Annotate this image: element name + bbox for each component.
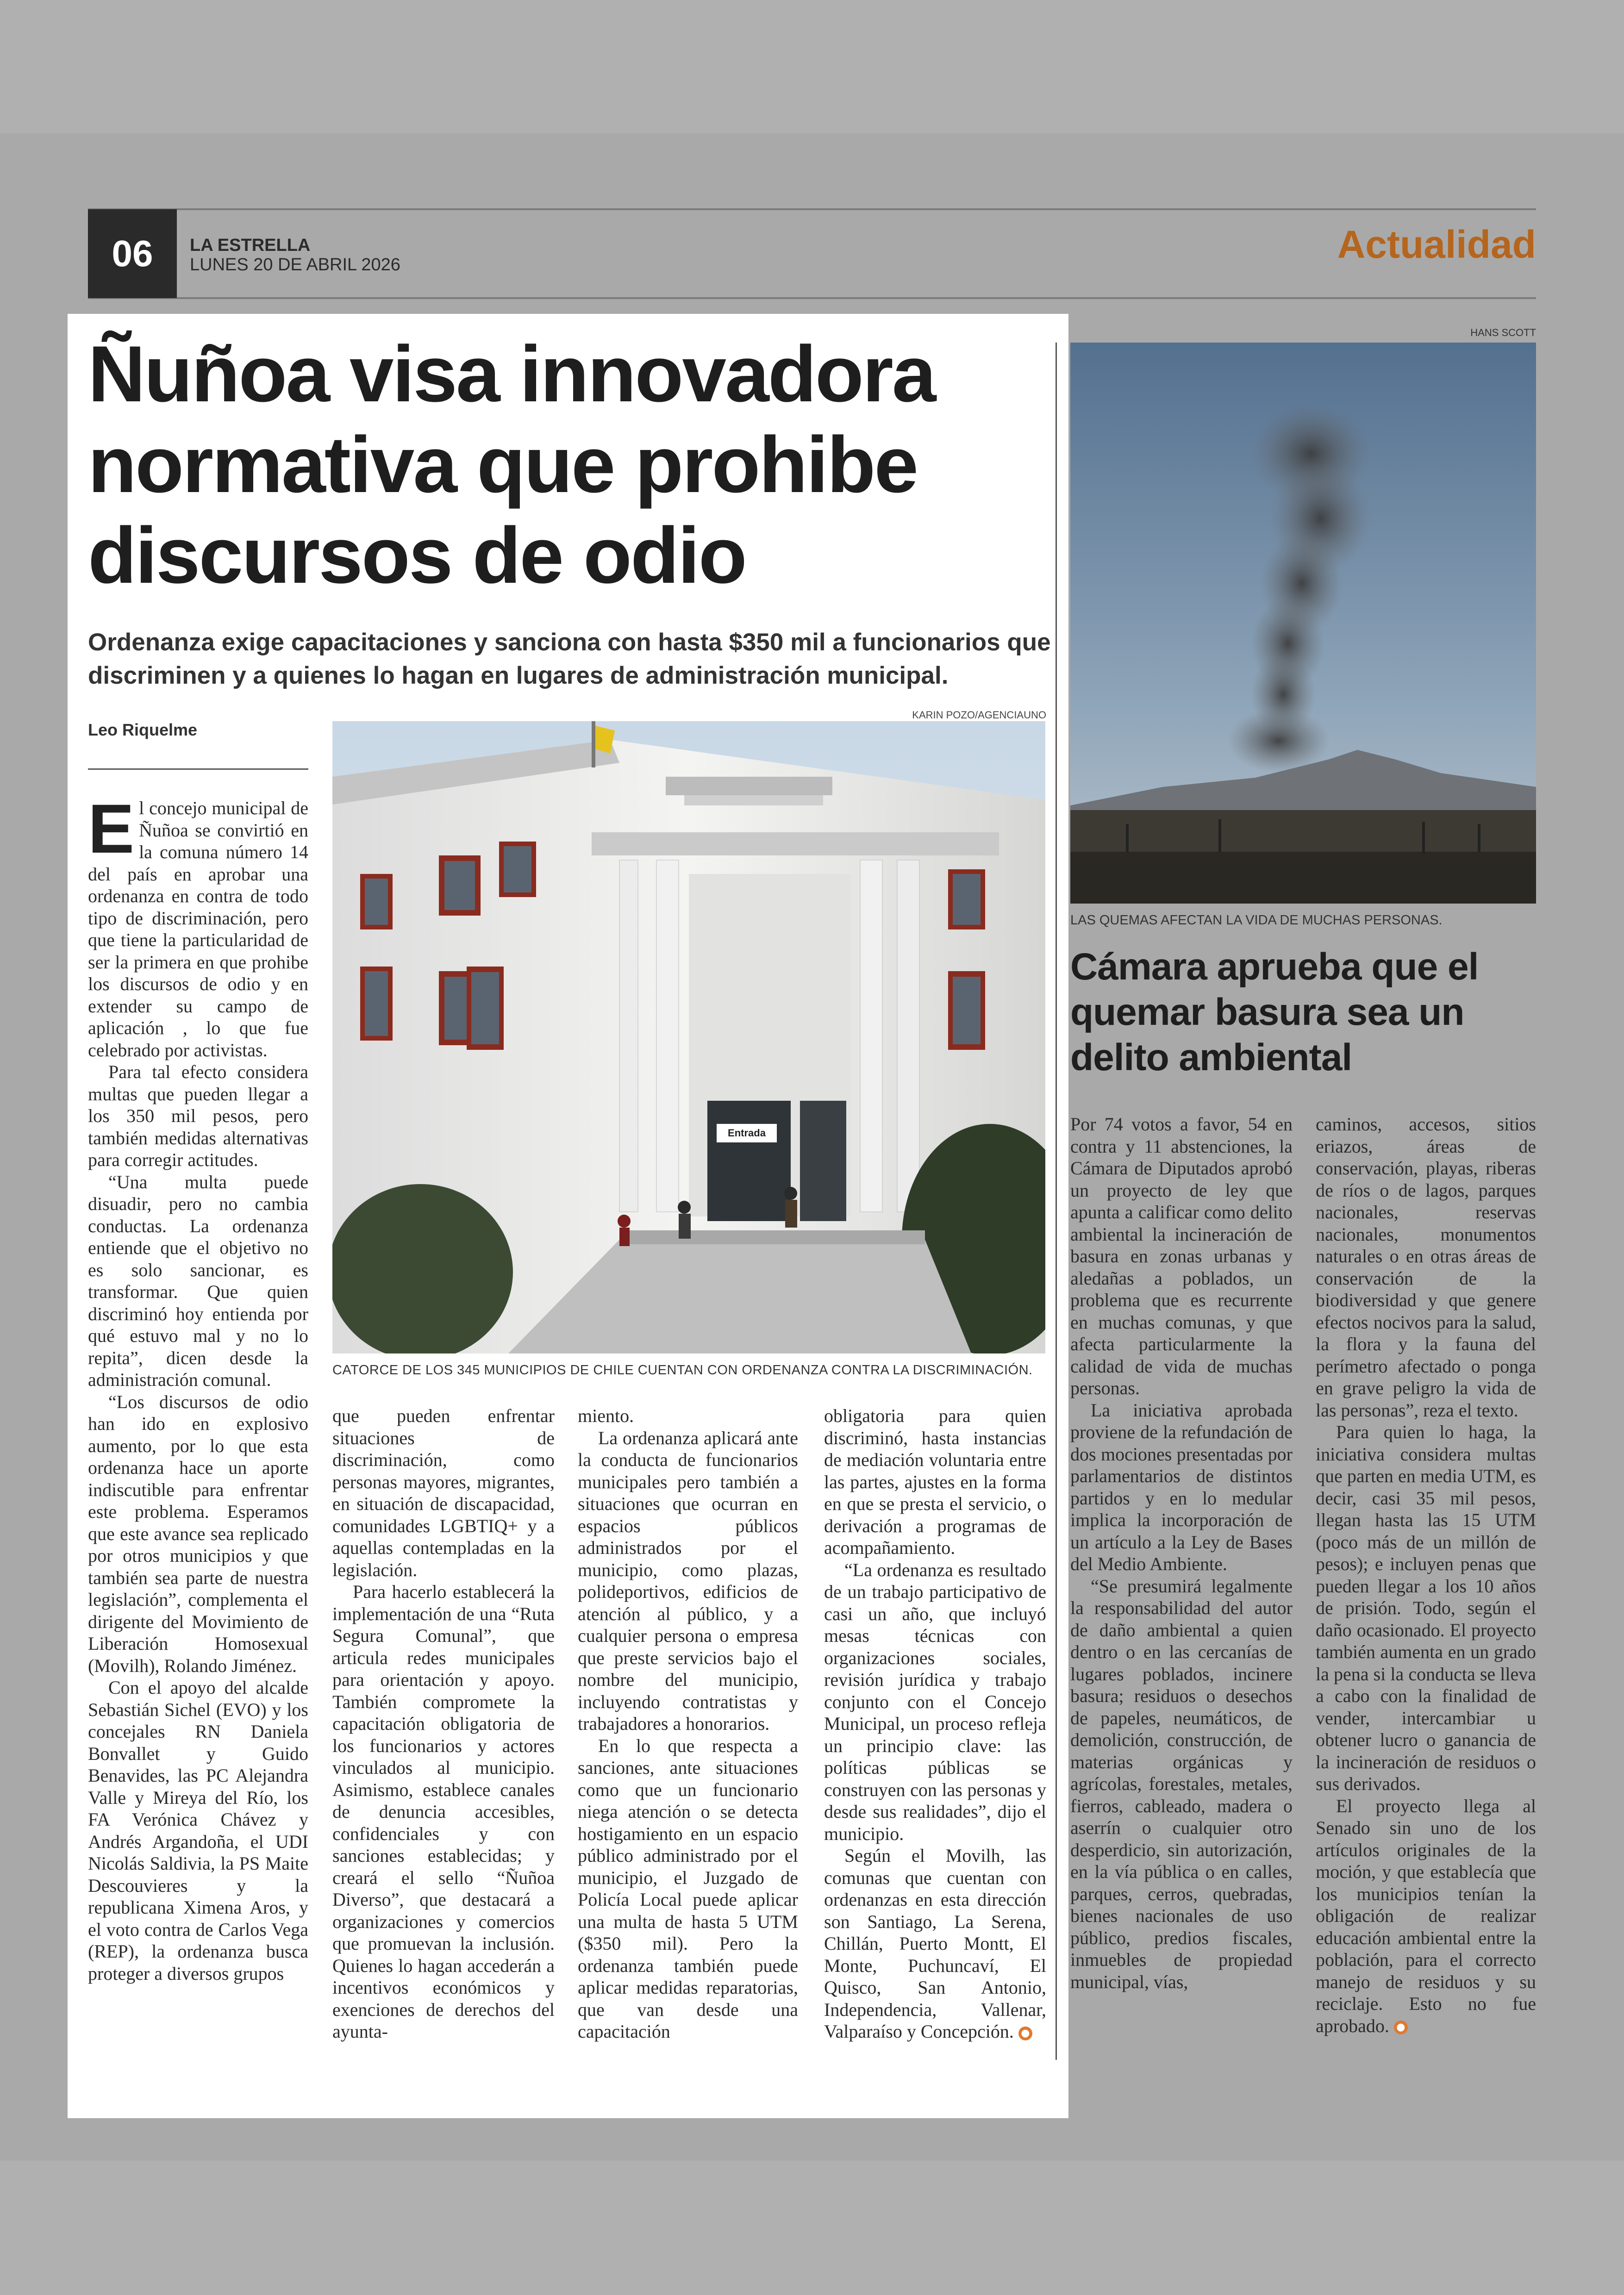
- entrance-sign: Entrada: [728, 1127, 766, 1139]
- main-col1-p3: “Una multa puede disuadir, pero no cambia conductas. La ordenanza entiende que el objetivo no es solo sancionar, es transformar. Que quien discriminó hoy entienda por qué estuvo mal y no lo repita”, dicen desde la administración comunal.: [88, 1171, 308, 1390]
- main-col4-p1: obligatoria para quien discriminó, hasta instancias de mediación voluntaria entre las partes, ajustes en la forma en que se presta el servicio, o derivación a programas de acompañamiento.: [824, 1405, 1046, 1558]
- building-illustration: [332, 721, 1045, 1353]
- main-col2-p2: Para hacerlo establecerá la implementación de una “Ruta Segura Comunal”, que articula redes municipales para orientación y apoyo. También compromete la capacitación obligatoria de los funcionarios y actores vinculados al municipio. Asimismo, establece canales de denuncia accesibles, confidenciales y con sanciones establecidas; y creará el sello “Ñuñoa Diverso”, que destacará a organizaciones y comercios que promuevan la inclusión. Quienes lo hagan accederán a incentivos económicos y exenciones de derechos del ayunta-: [332, 1581, 555, 2042]
- side-headline: Cámara aprueba que el quemar basura sea un delito ambiental: [1070, 946, 1479, 1079]
- side-col2-p2: Para quien lo haga, la iniciativa considera multas que parten en media UTM, es decir, casi 35 mil pesos, llegan hasta las 15 UTM (poco más de un millón de pesos); e incluyen penas que pueden llegar a los 10 años de prisión. Todo, según el daño ocasionado. El proyecto también aumenta en un grado la pena si la conducta se lleva a cabo con la finalidad de vender, intercambiar u obtener lucro o ganancia de la incineración de residuos o sus derivados.: [1316, 1422, 1536, 1794]
- page-number: 06: [88, 209, 177, 298]
- byline-rule: [88, 768, 308, 770]
- main-col3-p1: miento.: [578, 1405, 634, 1426]
- main-col3-p2: La ordenanza aplicará ante la conducta de funcionarios municipales pero también a situaciones que ocurran en espacios públicos administrados por el municipio, como plazas, polideportivos, edificios de atención al público, y a cualquier persona o empresa que preste servicios bajo el nombre del municipio, incluyendo contratistas y trabajadores a honorarios.: [578, 1427, 798, 1734]
- burning-smoke-photo: [1070, 343, 1536, 904]
- main-col4-p3: Según el Movilh, las comunas que cuentan con ordenanzas en esta dirección son Santiago, La Serena, Chillán, Puerto Montt, El Monte, Puchuncaví, El Quisco, San Antonio, Independencia, Vallenar, Valparaíso y Concepción. ●: [824, 1845, 1046, 2042]
- side-col2-p3: El proyecto llega al Senado sin uno de los artículos originales de la moción, y que establecía que los municipios tenían la obligación de realizar educación ambiental entre la población, para el correcto manejo de residuos y su reciclaje. Esto no fue aprobado. ●: [1316, 1795, 1536, 2036]
- column-divider: [1056, 343, 1057, 2060]
- smoke-illustration: [1070, 343, 1536, 904]
- byline: Leo Riquelme: [88, 720, 198, 739]
- main-column-4: [824, 1405, 1046, 2043]
- main-col1-p5: Con el apoyo del alcalde Sebastián Sichel (EVO) y los concejales RN Daniela Bonvallet y Guido Benavides, las PC Alejandra Valle y Mireya del Río, los FA Verónica Chávez y Andrés Argandoña, el UDI Nicolás Saldivia, la PS Maite Descouvieres y la republicana Ximena Aros, y el voto contra de Carlos Vega (REP), la ordenanza busca proteger a diversos grupos: [88, 1677, 308, 1984]
- side-photo-caption: LAS QUEMAS AFECTAN LA VIDA DE MUCHAS PERSONAS.: [1070, 913, 1443, 928]
- side-col1-p3: “Se presumirá legalmente la responsabilidad del autor de daño ambiental a quien dentro o en las cercanías de lugares poblados, incinere basura; residuos o desechos de papeles, neumáticos, de demolición, construcción, de materias orgánicas y agrícolas, forestales, metales, fierros, cableado, madera o aserrín o cualquier otro desperdicio, sin autorización, en la vía pública o en calles, parques, cerros, quebradas, bienes nacionales de uso público, predios fiscales, inmuebles de propiedad municipal, vías,: [1070, 1575, 1293, 1992]
- side-column-2: [1316, 1113, 1536, 2037]
- side-photo-credit: HANS SCOTT: [1470, 327, 1536, 338]
- main-col3-p3: En lo que respecta a sanciones, ante situaciones como que un funcionario niega atención o se detecta hostigamiento en un espacio público administrado por el municipio, el Juzgado de Policía Local puede aplicar una multa de hasta 5 UTM ($350 mil). Pero la ordenanza también puede aplicar medidas reparatorias, que van desde una capacitación: [578, 1735, 798, 2042]
- side-col2-p1: caminos, accesos, sitios eriazos, áreas de conservación, playas, riberas de ríos o de lagos, parques nacionales, reservas nacionales, monumentos naturales o en otras áreas de conservación de la biodiversidad y que genere efectos nocivos para la salud, la flora y la fauna del perímetro afectado o ponga en grave peligro la vida de las personas”, reza el texto.: [1316, 1114, 1536, 1421]
- main-headline: Ñuñoa visa innovadora normativa que prohibe discursos de odio: [88, 330, 935, 600]
- dropcap: E: [88, 790, 135, 867]
- main-photo-credit: KARIN POZO/AGENCIAUNO: [912, 709, 1046, 721]
- side-col1-p1: Por 74 votos a favor, 54 en contra y 11 abstenciones, la Cámara de Diputados aprobó un proyecto de ley que apunta a calificar como delito ambiental la incineración de basura en zonas urbanas y aledañas a poblados, un problema que es recurrente en muchas comunas, y que afecta particularmente la calidad de vida de muchas personas.: [1070, 1114, 1293, 1398]
- newspaper-name: LA ESTRELLA: [190, 236, 311, 255]
- main-col1-p2: Para tal efecto considera multas que pueden llegar a los 350 mil pesos, pero también medidas alternativas para corregir actitudes.: [88, 1061, 308, 1170]
- section-title: Actualidad: [1337, 223, 1536, 266]
- header-rule-top: [88, 208, 1536, 210]
- main-col1-p1: El concejo municipal de Ñuñoa se convirtió en la comuna número 14 del país en aprobar una ordenanza en contra de todo tipo de discriminación, pero que tiene la particularidad de ser la primera en que prohibe los discursos de odio y en extender su campo de aplicación , lo que fue celebrado por activistas.: [88, 790, 308, 1060]
- side-col1-p2: La iniciativa aprobada proviene de la refundación de dos mociones presentadas por parlamentarios de distintos partidos y en lo medular implica la incorporación de un artículo a la Ley de Bases del Medio Ambiente.: [1070, 1399, 1293, 1574]
- main-col1-p4: “Los discursos de odio han ido en explosivo aumento, por lo que esta ordenanza hace un aporte indiscutible para enfrentar este problema. Esperamos que este avance sea replicado por otros municipios y que también sea parte de nuestra legislación”, complementa el dirigente del Movimiento de Liberación Homosexual (Movilh), Rolando Jiménez.: [88, 1391, 308, 1676]
- main-column-2: [332, 1405, 555, 2043]
- issue-date: LUNES 20 DE ABRIL 2026: [190, 255, 400, 274]
- side-column-1: [1070, 1113, 1293, 1993]
- main-photo-caption: CATORCE DE LOS 345 MUNICIPIOS DE CHILE CUENTAN CON ORDENANZA CONTRA LA DISCRIMINACIÓN.: [332, 1363, 1033, 1378]
- main-col2-p1: que pueden enfrentar situaciones de discriminación, como personas mayores, migrantes, en situación de discapacidad, comunidades LGBTIQ+ y a aquellas contempladas en la legislación.: [332, 1405, 555, 1580]
- main-column-3: [578, 1405, 798, 2043]
- header-rule-bottom: [88, 297, 1536, 299]
- main-deck: Ordenanza exige capacitaciones y sanciona con hasta $350 mil a funcionarios que discriminen y a quienes lo hagan en lugares de administración municipal.: [88, 629, 1051, 689]
- main-col4-p2: “La ordenanza es resultado de un trabajo participativo de casi un año, que incluyó mesas técnicas con organizaciones sociales, revisión jurídica y trabajo conjunto con el Concejo Municipal, un proceso refleja un principio clave: las políticas públicas se construyen con las personas y desde sus realidades”, dijo el municipio.: [824, 1559, 1046, 1844]
- municipal-building-photo: [332, 721, 1045, 1353]
- end-mark-icon: ●: [1394, 2021, 1408, 2034]
- main-column-1: [88, 790, 308, 1984]
- end-mark-icon: ●: [1018, 2027, 1032, 2040]
